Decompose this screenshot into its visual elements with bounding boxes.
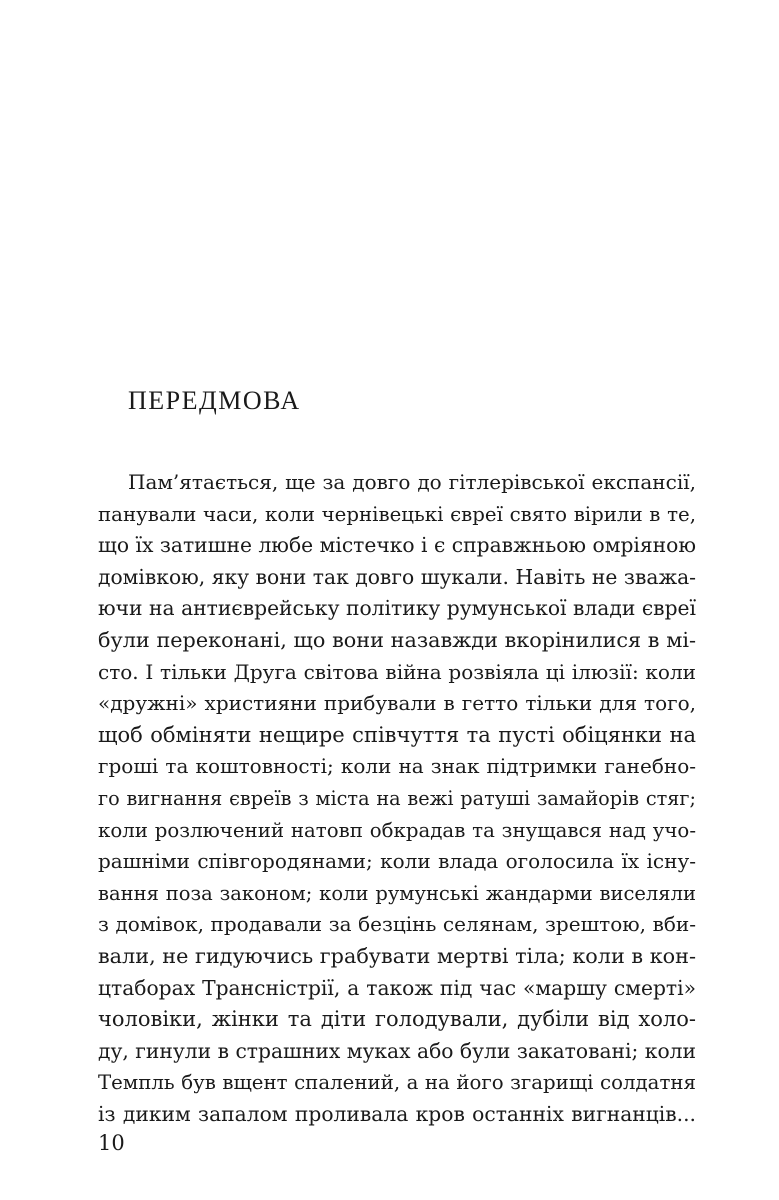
paragraph-line: чоловіки, жінки та діти голодували, дубіли від холо-	[98, 1007, 696, 1032]
paragraph-line: щоб обміняти нещире співчуття та пусті обіцянки на	[98, 722, 696, 747]
paragraph-line: домівкою, яку вони так довго шукали. Навіть не зважа-	[98, 564, 696, 589]
paragraph-line: з домівок, продавали за безцінь селянам, зрештою, вби-	[98, 912, 696, 937]
paragraph-line: цтаборах Трансністрії, а також під час «маршу смерті»	[98, 975, 696, 1000]
paragraph-line: були переконані, що вони назавжди вкорінилися в мі-	[98, 627, 696, 652]
paragraph	[98, 467, 696, 1130]
paragraph-line: панували часи, коли чернівецькі євреї свято вірили в те,	[98, 502, 696, 526]
paragraph-line: сто. І тільки Друга світова війна розвіяла ці ілюзії: коли	[98, 659, 696, 684]
paragraph-line: Пам’ятається, ще за довго до гітлерівської експансії,	[128, 470, 696, 494]
paragraph-line: гроші та коштовності; коли на знак підтримки ганебно-	[98, 754, 696, 779]
paragraph-line: вали, не гидуючись грабувати мертві тіла; коли в кон-	[98, 943, 696, 968]
paragraph-line: коли розлючений натовп обкрадав та знущався над учо-	[98, 818, 696, 842]
paragraph-line: ду, гинули в страшних муках або були закатовані; коли	[98, 1038, 696, 1063]
paragraph-line: вання поза законом; коли румунські жандарми виселяли	[98, 881, 696, 905]
page-number: 10	[98, 1131, 125, 1155]
paragraph-line: ючи на антиєврейську політику румунської влади євреї	[98, 596, 696, 621]
paragraph-line: із диким запалом проливала кров останніх вигнанців...	[98, 1101, 696, 1126]
paragraph-line: рашніми співгородянами; коли влада оголосила їх існу-	[98, 849, 696, 874]
paragraph-line: «дружні» християни прибували в гетто тільки для того,	[98, 691, 696, 716]
chapter-heading: ПЕРЕДМОВА	[128, 386, 301, 415]
paragraph-line: го вигнання євреїв з міста на вежі ратуші замайорів стяг;	[98, 786, 696, 810]
paragraph-line: що їх затишне любе містечко і є справжньою омріяною	[98, 533, 696, 558]
paragraph-line: Темпль був вщент спалений, а на його згарищі солдатня	[98, 1071, 696, 1095]
